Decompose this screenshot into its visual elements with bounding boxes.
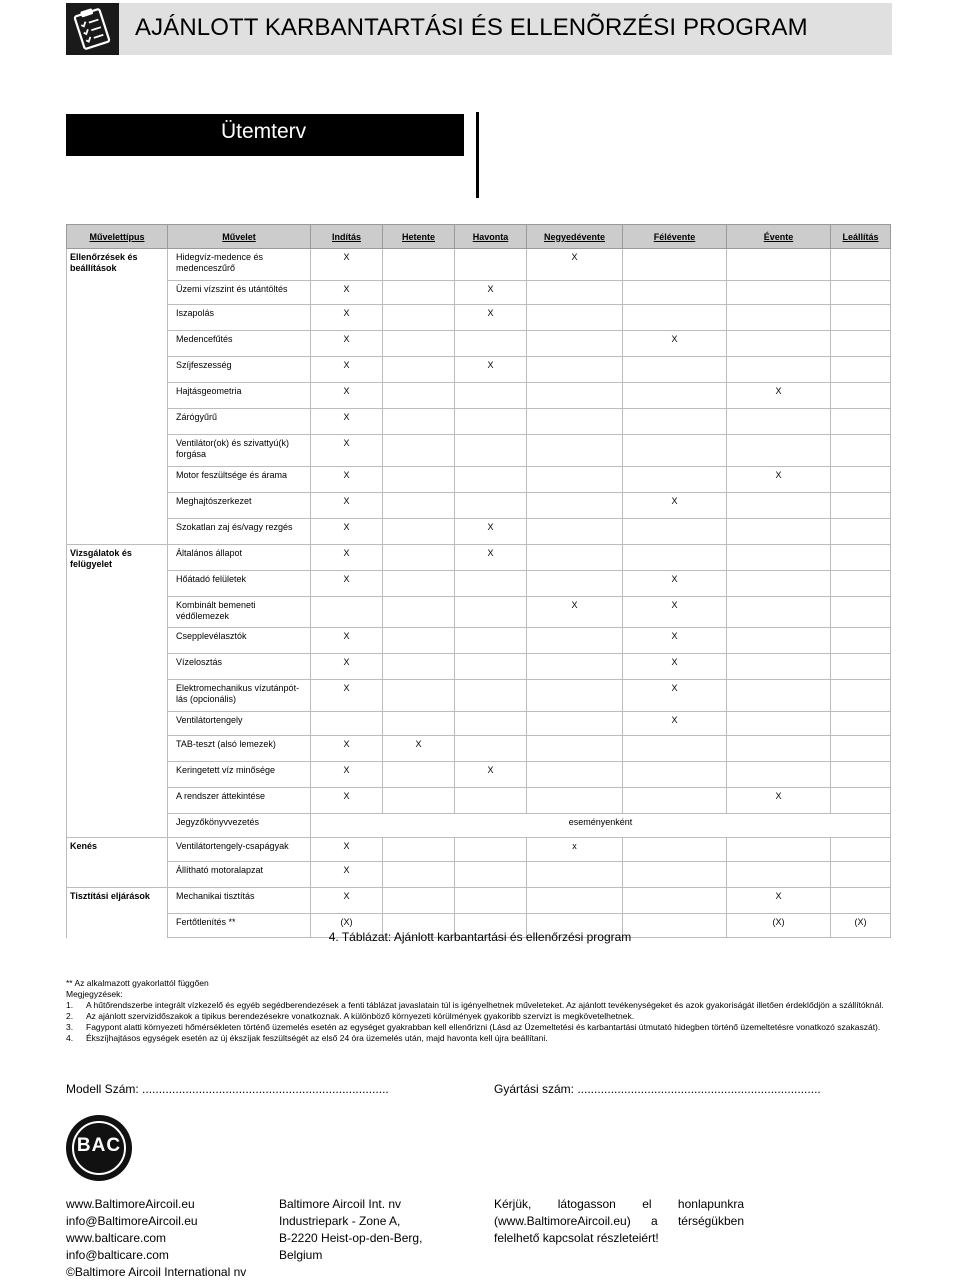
frequency-mark-cell: X [311,281,383,305]
table-row [67,680,891,712]
frequency-mark-cell [831,888,891,914]
frequency-mark-cell: X [727,467,831,493]
operation-type-cell [67,331,168,357]
operation-type-cell [67,409,168,435]
table-row [67,862,891,888]
address-line: Belgium [279,1248,323,1262]
frequency-mark-cell [727,628,831,654]
frequency-mark-cell [831,680,891,712]
frequency-mark-cell [727,493,831,519]
note-item [66,1011,890,1022]
note-text: Az ajánlott szervizidőszakok a tipikus berendezésekre vonatkoznak. A különböző környezeti körülmények gyakoribb szervizt is megkövetelhetnek. [86,1011,635,1021]
frequency-mark-cell: X [311,519,383,545]
frequency-mark-cell [455,654,527,680]
frequency-mark-cell [831,597,891,628]
frequency-mark-cell [831,762,891,788]
note-text: Ékszíjhajtásos egységek esetén az új ékszíjak feszültségét az első 24 óra üzemelés után, majd havonta kell újra beállítani. [86,1033,548,1043]
frequency-mark-cell [383,712,455,736]
frequency-mark-cell [727,281,831,305]
model-number-field: Modell Szám: .......................................................................... [66,1082,389,1096]
frequency-mark-cell [527,357,623,383]
frequency-mark-cell: X [311,736,383,762]
frequency-mark-cell [527,545,623,571]
operation-cell: A rendszer áttekintése [168,788,311,814]
frequency-mark-cell: X [311,888,383,914]
clipboard-checklist-icon [66,3,119,55]
frequency-mark-cell [623,435,727,467]
frequency-mark-cell: X [383,736,455,762]
frequency-mark-cell [383,249,455,281]
frequency-mark-cell [831,249,891,281]
frequency-mark-cell: X [311,305,383,331]
frequency-mark-cell [383,331,455,357]
frequency-mark-cell [831,357,891,383]
footer-address [279,1196,479,1264]
frequency-mark-cell [623,838,727,862]
frequency-mark-cell [831,493,891,519]
frequency-mark-cell [623,305,727,331]
table-row [67,281,891,305]
column-header: Havonta [455,225,527,249]
frequency-mark-cell [383,305,455,331]
page-title: AJÁNLOTT KARBANTARTÁSI ÉS ELLENÕRZÉSI PROGRAM [135,14,808,41]
frequency-mark-cell [527,736,623,762]
frequency-mark-cell: X [311,862,383,888]
frequency-mark-cell [527,305,623,331]
frequency-mark-cell [727,435,831,467]
frequency-mark-cell: X [455,762,527,788]
frequency-mark-cell [383,838,455,862]
note-text: Fagypont alatti környezeti hőmérsékleten történő üzemelés esetén az egységet gyakrabban kell ellenőrizni (Lásd az Üzemeltetési és karbantartási útmutató hidegben történő üzemeltetésre vonatkozó szakaszát). [86,1022,881,1032]
footer-email[interactable]: info@balticare.com [66,1248,169,1262]
frequency-mark-cell [383,788,455,814]
operation-cell: Csepplevélasztók [168,628,311,654]
table-row [67,712,891,736]
frequency-mark-cell [831,545,891,571]
operation-type-cell [67,467,168,493]
frequency-mark-cell: X [311,838,383,862]
operation-type-cell: Ellenőrzések és beállítások [67,249,168,281]
frequency-mark-cell [383,862,455,888]
footer-email[interactable]: info@BaltimoreAircoil.eu [66,1214,198,1228]
frequency-mark-cell [727,305,831,331]
column-header: Évente [727,225,831,249]
address-line: B-2220 Heist-op-den-Berg, [279,1231,423,1245]
frequency-mark-cell [831,736,891,762]
frequency-mark-cell [455,249,527,281]
frequency-mark-cell [383,493,455,519]
frequency-mark-cell: X [311,654,383,680]
table-row [67,305,891,331]
operation-type-cell [67,357,168,383]
frequency-mark-cell [383,680,455,712]
frequency-mark-cell [831,409,891,435]
operation-type-cell [67,762,168,788]
column-header: Művelet [168,225,311,249]
operation-cell: Meghajtószerkezet [168,493,311,519]
frequency-mark-cell [527,383,623,409]
table-row [67,409,891,435]
footer-contacts [66,1196,266,1281]
table-row [67,788,891,814]
frequency-mark-cell [727,736,831,762]
frequency-mark-cell [455,331,527,357]
frequency-mark-cell [527,331,623,357]
note-number: 3. [66,1022,74,1032]
frequency-mark-cell [383,467,455,493]
footnote: ** Az alkalmazott gyakorlattól függően [66,978,209,988]
table-caption: 4. Táblázat: Ajánlott karbantartási és ellenőrzési program [328,930,632,944]
frequency-mark-cell [527,654,623,680]
operation-cell: Iszapolás [168,305,311,331]
note-item [66,1000,890,1011]
frequency-mark-cell [383,762,455,788]
frequency-mark-cell: X [623,712,727,736]
frequency-mark-cell [831,281,891,305]
frequency-mark-cell [623,249,727,281]
frequency-mark-cell [311,597,383,628]
address-line: Industriepark - Zone A, [279,1214,401,1228]
frequency-mark-cell [831,838,891,862]
frequency-mark-cell [831,628,891,654]
frequency-mark-cell [623,762,727,788]
vertical-divider [476,112,479,198]
frequency-mark-cell [527,862,623,888]
footer-copyright: ©Baltimore Aircoil International nv [66,1265,247,1279]
frequency-mark-cell [455,628,527,654]
operation-cell: Hajtásgeometria [168,383,311,409]
frequency-mark-cell: X [455,519,527,545]
frequency-mark-cell [623,888,727,914]
frequency-mark-cell: X [623,654,727,680]
bac-logo-icon [66,1115,132,1181]
frequency-mark-cell [623,736,727,762]
frequency-mark-cell [831,435,891,467]
frequency-mark-cell [527,680,623,712]
note-text: A hűtőrendszerbe integrált vízkezelő és egyéb segédberendezések a fenti táblázat javaslatain túl is igényelhetnek műveleteket. Az ajánlott tevékenységeket és azok gyakoriságát illetően érdeklődjön a szállítóknál. [86,1000,884,1010]
operation-cell: Kombinált bemeneti védőlemezek [168,597,311,628]
frequency-mark-cell [455,788,527,814]
footer-link[interactable]: www.BaltimoreAircoil.eu [66,1197,195,1211]
notes-section [66,978,890,1044]
frequency-mark-cell [831,712,891,736]
operation-type-cell [67,571,168,597]
column-header: Negyedévente [527,225,623,249]
note-item [66,1033,890,1044]
frequency-mark-cell [527,762,623,788]
frequency-mark-cell: (X) [727,914,831,938]
operation-type-cell [67,281,168,305]
frequency-mark-cell [727,862,831,888]
note-number: 2. [66,1011,74,1021]
table-row [67,736,891,762]
frequency-mark-cell [727,654,831,680]
frequency-mark-cell: X [311,383,383,409]
operation-type-cell [67,814,168,838]
table-row [67,597,891,628]
frequency-mark-cell: X [623,493,727,519]
frequency-mark-cell [455,493,527,519]
frequency-mark-cell: X [623,680,727,712]
frequency-mark-cell [527,409,623,435]
operation-type-cell [67,736,168,762]
operation-cell: Mechanikai tisztítás [168,888,311,914]
frequency-mark-cell: X [311,680,383,712]
frequency-mark-cell [383,628,455,654]
frequency-mark-cell [623,357,727,383]
operation-type-cell: Tisztítási eljárások [67,888,168,914]
footer-link[interactable]: www.balticare.com [66,1231,167,1245]
notes-list [66,1000,890,1044]
frequency-mark-cell [455,467,527,493]
serial-number-field: Gyártási szám: ......................................................................... [494,1082,821,1096]
frequency-mark-cell [455,571,527,597]
frequency-mark-cell [455,838,527,862]
frequency-mark-cell: X [311,435,383,467]
operation-cell: Jegyzőkönyvvezetés [168,814,311,838]
frequency-mark-cell: X [727,788,831,814]
frequency-mark-cell: X [623,331,727,357]
frequency-mark-cell [831,305,891,331]
frequency-mark-cell [383,435,455,467]
operation-type-cell: Kenés [67,838,168,862]
table-row [67,467,891,493]
frequency-mark-cell [383,409,455,435]
frequency-mark-cell: x [527,838,623,862]
frequency-mark-cell: X [527,249,623,281]
frequency-mark-cell: X [727,888,831,914]
frequency-mark-cell [623,788,727,814]
frequency-mark-cell [727,249,831,281]
frequency-mark-cell [831,519,891,545]
operation-cell: Keringetett víz minősége [168,762,311,788]
frequency-mark-cell [383,654,455,680]
maintenance-schedule-table [66,224,891,938]
column-header: Művelettípus [67,225,168,249]
note-item [66,1022,890,1033]
table-row [67,519,891,545]
table-row [67,545,891,571]
frequency-mark-cell [727,571,831,597]
table-row [67,654,891,680]
frequency-mark-cell [383,519,455,545]
note-number: 4. [66,1033,74,1043]
frequency-mark-cell: (X) [831,914,891,938]
frequency-mark-cell: X [311,493,383,519]
frequency-mark-cell [623,519,727,545]
operation-cell: Ventilátortengely-csapágyak [168,838,311,862]
frequency-mark-cell [623,409,727,435]
frequency-mark-cell [527,519,623,545]
note-number: 1. [66,1000,74,1010]
frequency-mark-cell [623,862,727,888]
frequency-mark-cell [727,597,831,628]
frequency-mark-cell: X [727,383,831,409]
frequency-mark-cell [311,712,383,736]
frequency-mark-cell [455,409,527,435]
header-bar [66,3,892,55]
table-row [67,249,891,281]
frequency-mark-cell [383,357,455,383]
frequency-mark-cell [727,838,831,862]
operation-cell: Ventilátor(ok) és szivattyú(k) forgása [168,435,311,467]
table-row [67,357,891,383]
frequency-mark-cell [831,467,891,493]
operation-cell: Medencefűtés [168,331,311,357]
frequency-mark-cell: X [455,545,527,571]
operation-type-cell [67,712,168,736]
frequency-mark-cell [727,712,831,736]
frequency-mark-cell [727,357,831,383]
operation-cell: Általános állapot [168,545,311,571]
frequency-mark-cell [727,409,831,435]
logo-text: BAC [76,1135,122,1156]
frequency-mark-cell: X [311,467,383,493]
frequency-mark-cell: X [311,331,383,357]
table-row [67,435,891,467]
frequency-mark-cell [727,519,831,545]
frequency-mark-cell [727,545,831,571]
operation-cell: Fertőtlenítés ** [168,914,311,938]
frequency-mark-cell [455,712,527,736]
operation-type-cell: Vizsgálatok és felügyelet [67,545,168,571]
event-cell: eseményenként [311,814,891,838]
frequency-mark-cell [455,597,527,628]
operation-cell: Üzemi vízszint és utántöltés [168,281,311,305]
table-row [67,383,891,409]
frequency-mark-cell [623,545,727,571]
operation-cell: Ventilátortengely [168,712,311,736]
frequency-mark-cell [831,331,891,357]
frequency-mark-cell [383,281,455,305]
table-header-row [67,225,891,249]
frequency-mark-cell [623,281,727,305]
table-row [67,493,891,519]
address-line: Baltimore Aircoil Int. nv [279,1197,402,1211]
frequency-mark-cell [623,467,727,493]
frequency-mark-cell [831,654,891,680]
frequency-mark-cell: X [311,409,383,435]
table-row [67,628,891,654]
operation-type-cell [67,654,168,680]
frequency-mark-cell: X [311,357,383,383]
frequency-mark-cell [727,680,831,712]
frequency-mark-cell [727,331,831,357]
operation-type-cell [67,597,168,628]
column-header: Hetente [383,225,455,249]
frequency-mark-cell: X [311,788,383,814]
operation-cell: Hidegvíz-medence és medenceszűrő [168,249,311,281]
operation-type-cell [67,628,168,654]
operation-cell: Vízelosztás [168,654,311,680]
frequency-mark-cell [455,888,527,914]
frequency-mark-cell [527,788,623,814]
schedule-section-bar [66,114,464,156]
frequency-mark-cell [383,597,455,628]
frequency-mark-cell [527,888,623,914]
frequency-mark-cell: X [311,628,383,654]
table-row [67,814,891,838]
footer-visit-text: Kérjük, látogasson el honlapunkra (www.BaltimoreAircoil.eu) a térségükben felelhető kapcsolat részleteiért! [494,1197,744,1245]
frequency-mark-cell [831,862,891,888]
frequency-mark-cell: X [311,762,383,788]
table-row [67,838,891,862]
frequency-mark-cell [383,383,455,409]
frequency-mark-cell [527,467,623,493]
frequency-mark-cell [455,383,527,409]
frequency-mark-cell: X [623,628,727,654]
operation-cell: Állítható motoralapzat [168,862,311,888]
frequency-mark-cell [527,628,623,654]
frequency-mark-cell [383,888,455,914]
operation-type-cell [67,788,168,814]
frequency-mark-cell: X [455,305,527,331]
notes-heading: Megjegyzések: [66,989,123,999]
frequency-mark-cell: X [311,249,383,281]
frequency-mark-cell [455,736,527,762]
operation-type-cell [67,383,168,409]
operation-cell: Szíjfeszesség [168,357,311,383]
frequency-mark-cell [455,680,527,712]
operation-type-cell [67,435,168,467]
operation-cell: TAB-teszt (alsó lemezek) [168,736,311,762]
frequency-mark-cell [455,862,527,888]
frequency-mark-cell: X [455,357,527,383]
frequency-mark-cell: X [455,281,527,305]
frequency-mark-cell [455,435,527,467]
operation-type-cell [67,862,168,888]
table-row [67,762,891,788]
frequency-mark-cell [527,281,623,305]
frequency-mark-cell [383,571,455,597]
frequency-mark-cell [527,712,623,736]
frequency-mark-cell: X [527,597,623,628]
frequency-mark-cell [831,571,891,597]
frequency-mark-cell [527,493,623,519]
frequency-mark-cell [527,571,623,597]
frequency-mark-cell: (X) [311,914,383,938]
table-row [67,331,891,357]
frequency-mark-cell: X [623,571,727,597]
operation-type-cell [67,519,168,545]
frequency-mark-cell [383,545,455,571]
column-header: Félévente [623,225,727,249]
frequency-mark-cell [527,435,623,467]
frequency-mark-cell: X [623,597,727,628]
table-row [67,571,891,597]
operation-type-cell [67,680,168,712]
frequency-mark-cell [727,762,831,788]
table-row [67,888,891,914]
column-header: Indítás [311,225,383,249]
operation-cell: Hőátadó felületek [168,571,311,597]
operation-type-cell [67,305,168,331]
frequency-mark-cell [623,383,727,409]
operation-type-cell [67,493,168,519]
operation-cell: Zárógyűrű [168,409,311,435]
column-header: Leállítás [831,225,891,249]
frequency-mark-cell [831,788,891,814]
schedule-title: Ütemterv [221,120,307,143]
operation-cell: Motor feszültsége és árama [168,467,311,493]
frequency-mark-cell: X [311,545,383,571]
operation-cell: Szokatlan zaj és/vagy rezgés [168,519,311,545]
frequency-mark-cell [831,383,891,409]
operation-cell: Elektromechanikus vízutánpót-lás (opcionális) [168,680,311,712]
frequency-mark-cell: X [311,571,383,597]
